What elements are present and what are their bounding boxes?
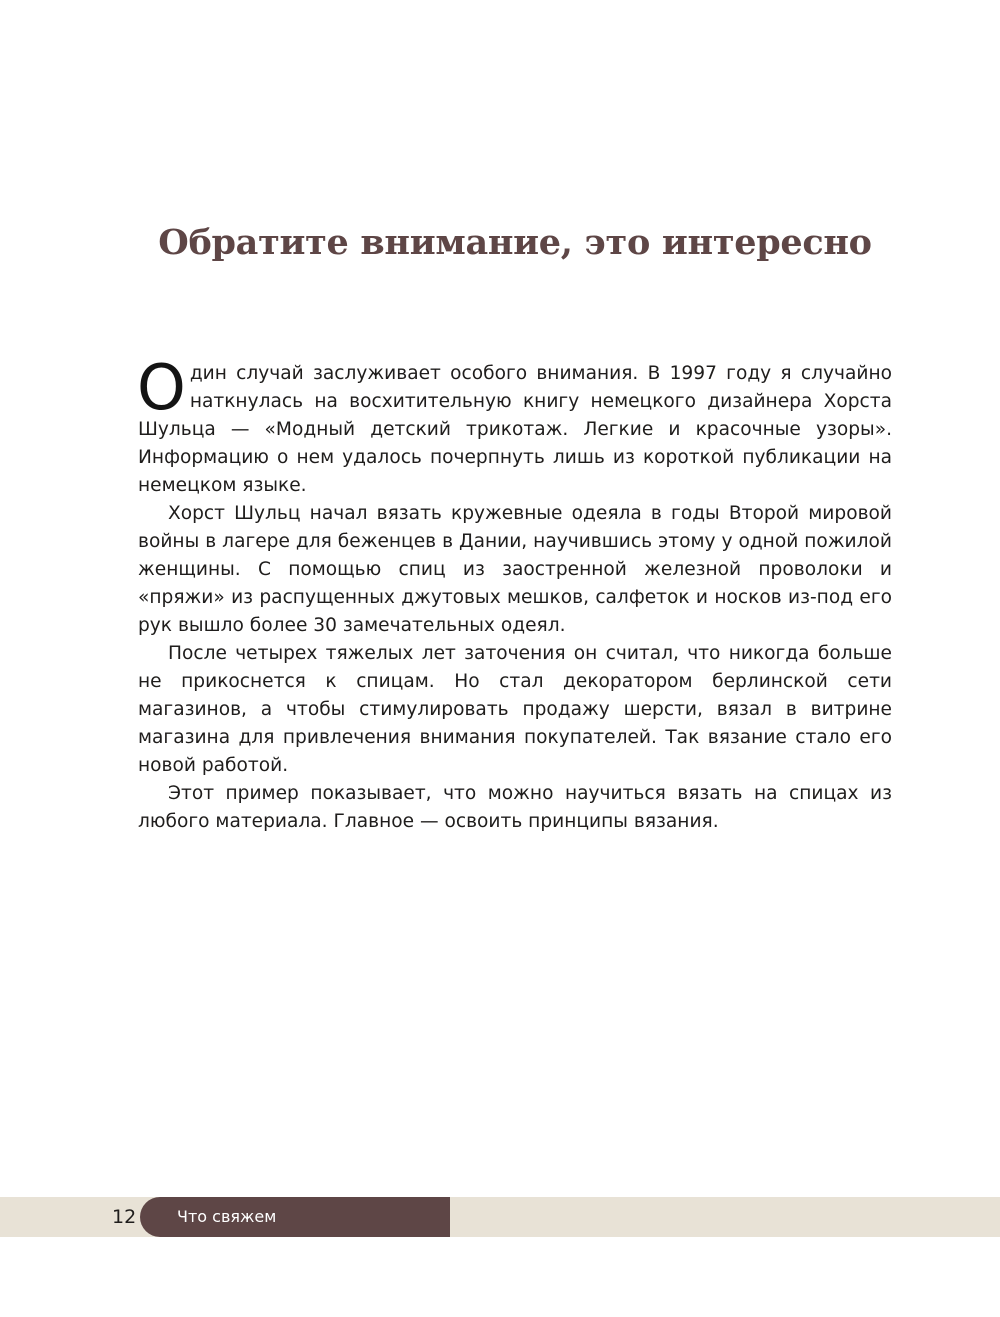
page-number: 12 — [112, 1206, 137, 1228]
page-title: Обратите внимание, это интересно — [158, 222, 872, 263]
footer-band — [0, 1197, 1000, 1237]
paragraph-2: Хорст Шульц начал вязать кружевные одеяла в годы Второй мировой войны в лагере для беженцев в Дании, научившись этому у одной пожилой женщины. С помощью спиц из заостренной железной проволоки и «пряжи» из распущенных джутовых мешков, салфеток и носков из-под его рук вышло более 30 замечательных одеял. — [138, 503, 892, 636]
drop-cap: О — [137, 351, 186, 424]
paragraph-1-text: дин случай заслуживает особого внимания. В 1997 году я случайно наткнулась на восхитительную книгу немецкого дизайнера Хорста Шульца — «Модный детский трикотаж. Легкие и красочные узоры». Информацию о нем удалось почерпнуть лишь из короткой публикации на немецком языке. — [138, 363, 892, 496]
article-body — [137, 351, 892, 836]
paragraph-3: После четырех тяжелых лет заточения он считал, что никогда больше не прикоснется к спицам. Но стал декоратором берлинской сети магазинов, а чтобы стимулировать продажу шерсти, вязал в витрине магазина для привлечения внимания покупателей. Так вязание стало его новой работой. — [138, 643, 892, 776]
paragraph-4: Этот пример показывает, что можно научиться вязать на спицах из любого материала. Главное — освоить принципы вязания. — [138, 783, 892, 832]
footer-section-title: Что свяжем — [177, 1207, 277, 1226]
paragraph-1 — [137, 351, 892, 500]
